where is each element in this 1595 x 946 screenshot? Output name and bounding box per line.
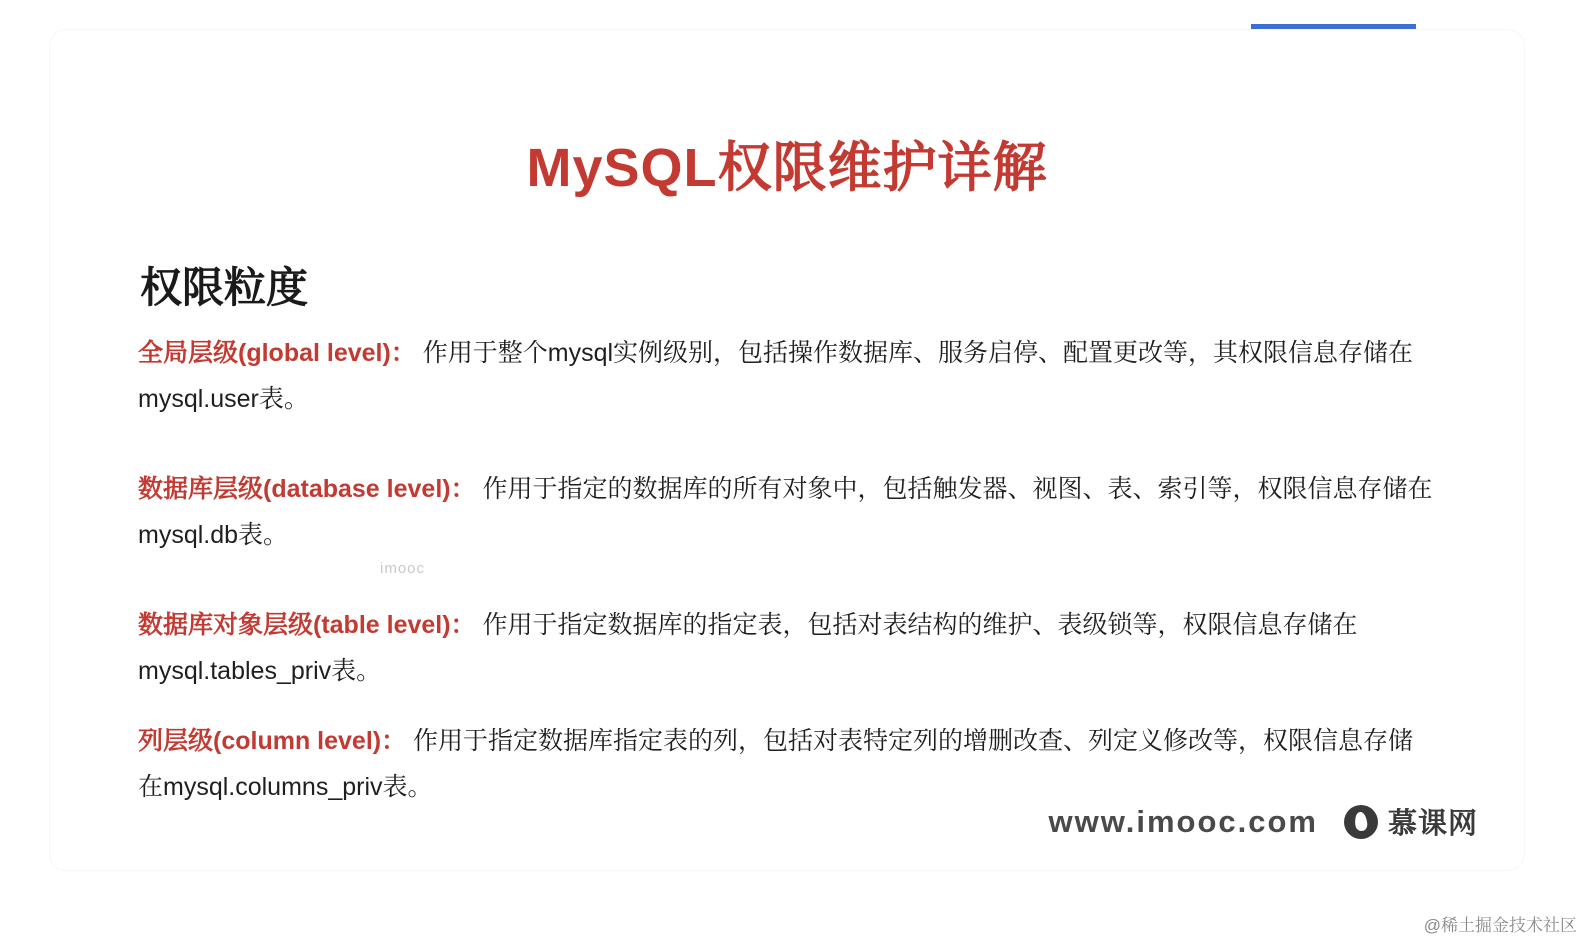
inline-watermark: imooc bbox=[380, 560, 426, 577]
bullet-table-level-lead: 数据库对象层级(table level)： bbox=[138, 611, 476, 639]
bullet-table-level bbox=[138, 602, 1438, 695]
corner-credit: @稀土掘金技术社区 bbox=[1423, 916, 1577, 935]
slide-card bbox=[50, 30, 1524, 870]
bullet-column-level-lead: 列层级(column level)： bbox=[138, 727, 407, 755]
brand-name: 慕课网 bbox=[1387, 808, 1478, 840]
flame-icon bbox=[1344, 805, 1378, 839]
brand-logo bbox=[1344, 801, 1478, 842]
bullet-global-level-text: 作用于整个mysql实例级别，包括操作数据库、服务启停、配置更改等，其权限信息存储在mysql.user表。 bbox=[138, 339, 1414, 414]
bullet-global-level bbox=[138, 330, 1438, 423]
bullet-database-level bbox=[138, 466, 1438, 559]
bullet-database-level-text: 作用于指定的数据库的所有对象中，包括触发器、视图、表、索引等，权限信息存储在mysql.db表。 bbox=[138, 475, 1433, 550]
section-heading: 权限粒度 bbox=[140, 264, 309, 311]
page-title: MySQL权限维护详解 bbox=[526, 138, 1048, 198]
slide-footer bbox=[1049, 801, 1478, 842]
bullet-table-level-text: 作用于指定数据库的指定表，包括对表结构的维护、表级锁等，权限信息存储在mysql.tables_priv表。 bbox=[138, 611, 1358, 686]
bullet-database-level-lead: 数据库层级(database level)： bbox=[138, 475, 476, 503]
bullet-column-level-text: 作用于指定数据库指定表的列，包括对表特定列的增删改查、列定义修改等，权限信息存储在mysql.columns_priv表。 bbox=[138, 727, 1414, 802]
top-accent-bar bbox=[1251, 24, 1416, 29]
footer-url: www.imooc.com bbox=[1048, 803, 1318, 839]
bullet-column-level bbox=[138, 718, 1438, 811]
bullet-global-level-lead: 全局层级(global level)： bbox=[138, 339, 416, 367]
